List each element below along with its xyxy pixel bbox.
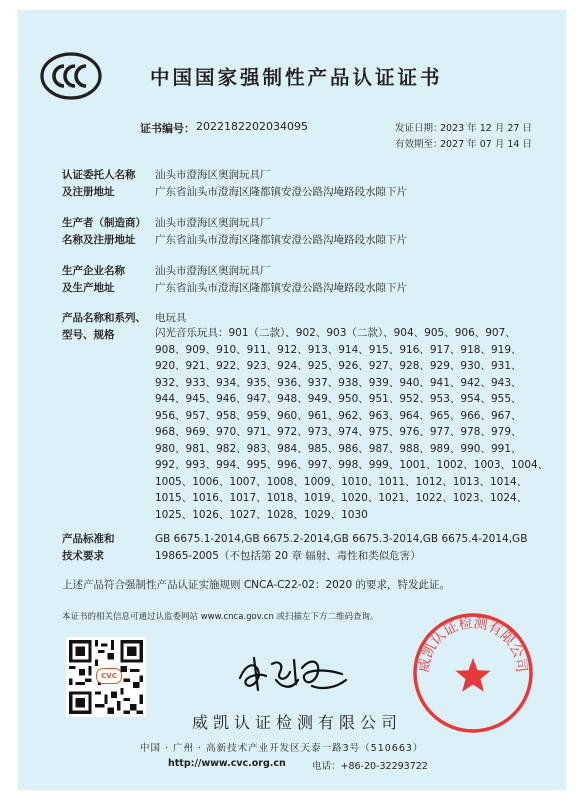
ccc-logo-icon (40, 52, 102, 100)
product-line: 闪光音乐玩具：901（二款）、902、903（二款）、904、905、906、907、 (155, 327, 516, 339)
company-seal-icon (410, 610, 536, 736)
company-phone: 电话：+86-20-32293722 (312, 761, 428, 772)
applicant-address: 广东省汕头市澄海区隆都镇安澄公路沟埯路段水隙下片 (155, 186, 407, 198)
company-address: 中国 · 广州 · 高新技术产业开发区天泰一路3号（510663） (140, 743, 424, 754)
product-line: 944、945、946、947、948、949、950、951、952、953、954、955、 (155, 393, 522, 405)
issue-date: 2023 年 12 月 27 日 (440, 123, 532, 134)
product-line: 1005、1006、1007、1008、1009、1010、1011、1012、1013、1014、 (155, 475, 528, 488)
standards-label-1: 产品标准和 (62, 533, 115, 545)
product-line: 1015、1016、1017、1018、1019、1020、1021、1022、1023、1024、 (155, 492, 528, 504)
product-line: 956、957、958、959、960、961、962、963、964、965、966、967、 (155, 409, 522, 422)
product-line: 1025、1026、1027、1028、1029、1030 (155, 508, 368, 521)
manufacturer-name: 汕头市澄海区奥润玩具厂 (155, 217, 271, 229)
company-website: http://www.cvc.org.cn (168, 758, 286, 769)
standards-label-2: 技术要求 (62, 550, 104, 562)
valid-date: 2027 年 07 月 14 日 (440, 139, 532, 150)
manufacturer-label-1: 生产者（制造商） (62, 217, 146, 229)
product-category: 电玩具 (155, 312, 187, 324)
factory-address: 广东省汕头市澄海区隆都镇安澄公路沟埯路段水隙下片 (155, 282, 407, 294)
applicant-label-1: 认证委托人名称 (62, 169, 136, 181)
product-line: 920、921、922、923、924、925、926、927、928、929、930、931、 (155, 360, 522, 372)
product-model-list (155, 325, 549, 523)
standards-line-2: 19865-2005（不包括第 20 章 辐射、毒性和类似危害） (155, 550, 421, 562)
verification-notice: 本证书的相关信息可通过认监委网站 www.cnca.gov.cn 或扫描左下方二维码查询。 (62, 612, 379, 622)
applicant-label-2: 及注册地址 (62, 186, 115, 198)
compliance-statement: 上述产品符合强制性产品认证实施规则 CNCA-C22-02：2020 的要求，特发此证。 (62, 579, 450, 591)
issue-date-label: 发证日期： (395, 123, 443, 134)
product-label-1: 产品名称和系列、 (62, 312, 146, 324)
product-line: 980、981、982、983、984、985、986、987、988、989、990、991、 (155, 442, 522, 455)
seal-text: 威凯认证检测有限公司 (416, 615, 530, 674)
cvc-badge-logo: CVC (96, 668, 122, 684)
product-label-2: 型号、规格 (62, 329, 115, 341)
product-line: 992、993、994、995、996、997、998、999、1001、1002、1003、1004、 (155, 459, 549, 471)
applicant-name: 汕头市澄海区奥润玩具厂 (155, 169, 271, 181)
factory-label-2: 及生产地址 (62, 282, 115, 294)
certificate-title: 中国国家强制性产品认证证书 (150, 66, 443, 89)
signature-icon (232, 650, 352, 698)
manufacturer-address: 广东省汕头市澄海区隆都镇安澄公路沟埯路段水隙下片 (155, 234, 407, 246)
standards-text (155, 531, 527, 565)
issuing-company: 威凯认证检测有限公司 (192, 713, 403, 732)
standards-line-1: GB 6675.1-2014,GB 6675.2-2014,GB 6675.3-2014,GB 6675.4-2014,GB (155, 533, 528, 545)
product-line: 968、969、970、971、972、973、974、975、976、977、978、979、 (155, 426, 522, 438)
product-line: 932、933、934、935、936、937、938、939、940、941、942、943、 (155, 376, 522, 389)
manufacturer-label-2: 名称及注册地址 (62, 234, 136, 246)
valid-date-label: 有效期至： (395, 139, 443, 150)
certificate-number: 2022182202034095 (196, 120, 308, 133)
certificate-number-label: 证书编号： (140, 122, 195, 135)
factory-name: 汕头市澄海区奥润玩具厂 (155, 265, 271, 277)
product-line: 908、909、910、911、912、913、914、915、916、917、918、919、 (155, 343, 522, 356)
factory-label-1: 生产企业名称 (62, 265, 125, 277)
